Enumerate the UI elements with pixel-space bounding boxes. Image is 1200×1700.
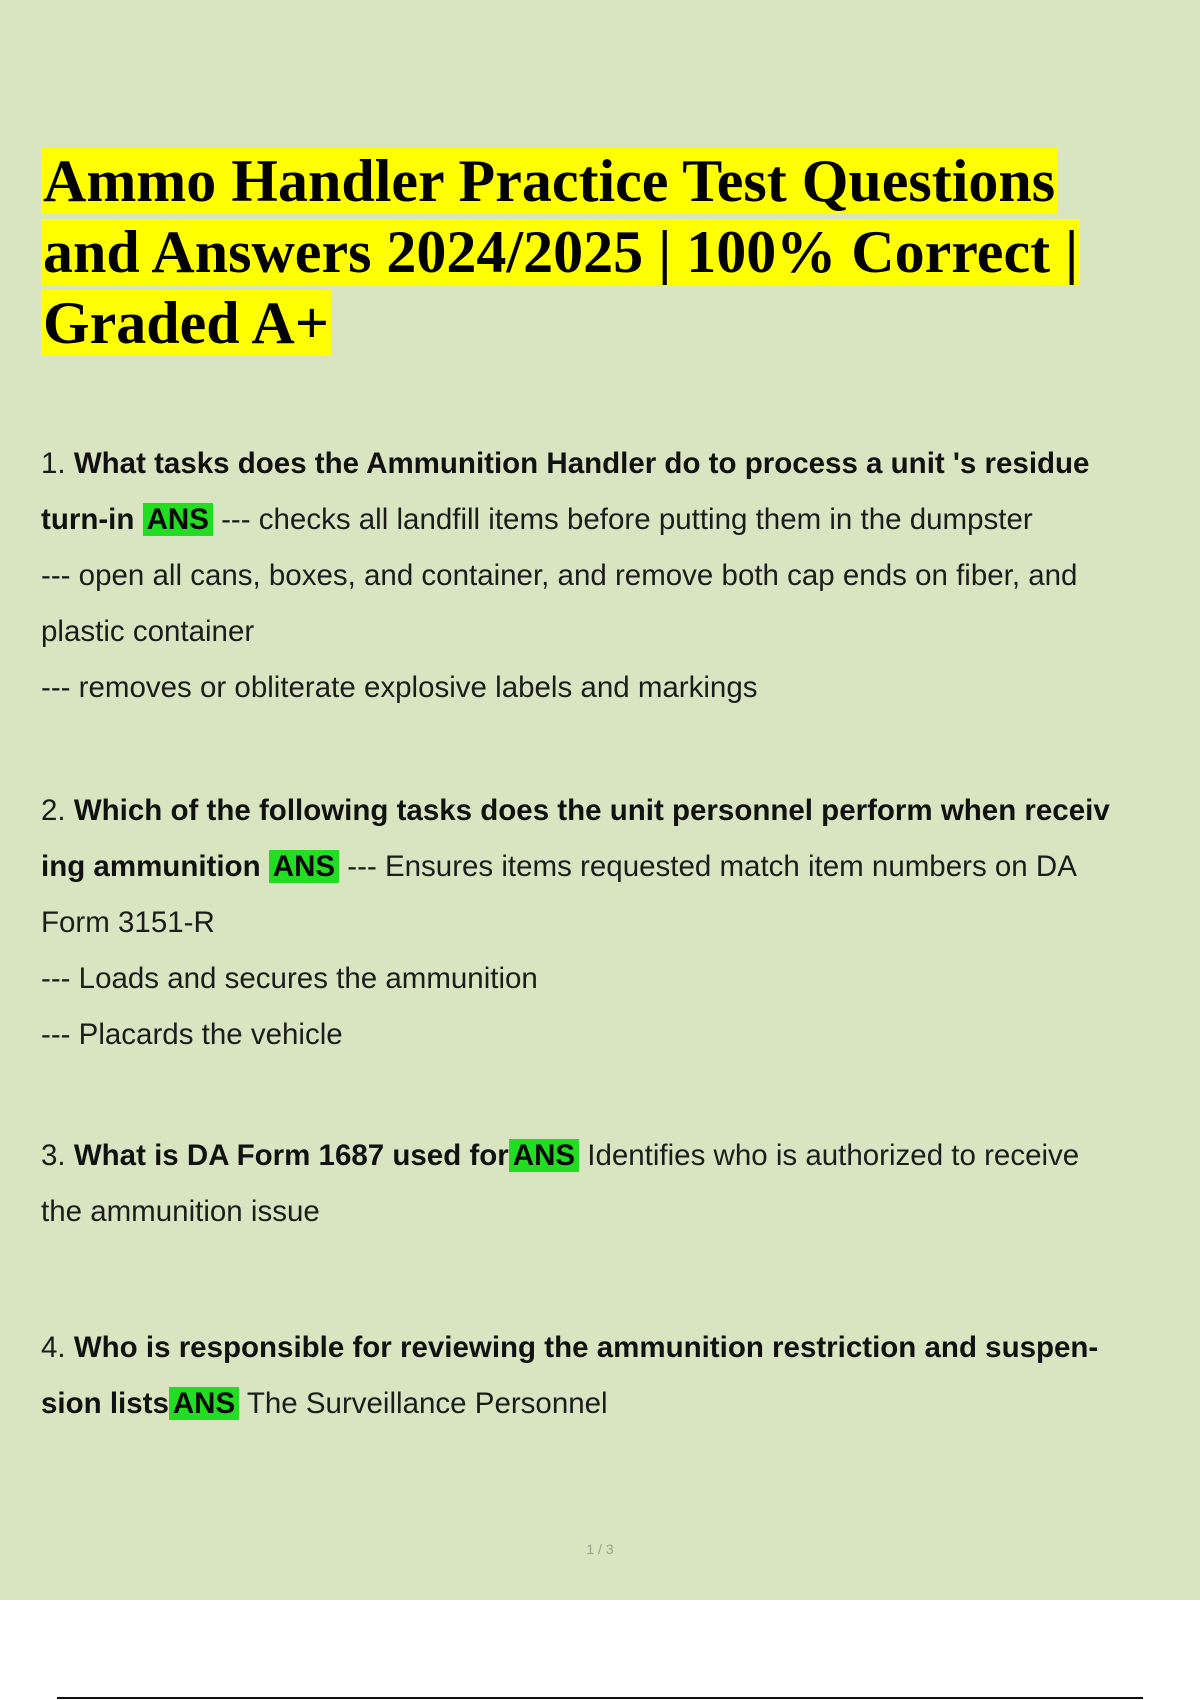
answer-1-marker: ANS [143,503,213,536]
answer-2-line-4: --- Placards the vehicle [41,1018,343,1051]
question-2-text-part-1: Which of the following tasks does the unit personnel perform when receiv [73,794,1110,827]
question-3-text: What is DA Form 1687 used for [73,1139,509,1172]
question-3-number: 3. [41,1139,66,1172]
question-4-line-2 [41,1376,1200,1432]
question-1-line-2 [41,492,1200,548]
question-1-text-part-2: turn-in [41,503,135,536]
page-number: 1 / 3 [586,1541,614,1557]
answer-1-line-4: --- removes or obliterate explosive labels and markings [41,671,758,704]
question-1-text-part-1: What tasks does the Ammunition Handler do to process a unit 's residue [73,447,1090,480]
title-line-2: and Answers 2024/2025 | 100% Correct | [43,219,1079,285]
answer-3-line-2: the ammunition issue [41,1195,320,1228]
question-1-number: 1. [41,447,66,480]
answer-1-line-2: --- open all cans, boxes, and container, and remove both cap ends on fiber, and [41,559,1078,592]
question-4-text-part-1: Who is responsible for reviewing the ammunition restriction and suspen- [73,1331,1099,1364]
question-4-line-1 [41,1320,1200,1376]
answer-2-line-3: --- Loads and secures the ammunition [41,962,538,995]
answer-3-marker: ANS [509,1139,579,1172]
question-1-line-1 [41,436,1200,492]
answer-4-marker: ANS [169,1387,239,1420]
answer-2-marker: ANS [269,850,339,883]
question-1 [41,436,1200,716]
question-2-line-2 [41,839,1200,895]
question-2-line-1 [41,783,1200,839]
question-2 [41,783,1200,1063]
answer-4-line-1: The Surveillance Personnel [246,1387,608,1420]
title-line-1: Ammo Handler Practice Test Questions [43,148,1056,214]
question-2-number: 2. [41,794,66,827]
title-line-3: Graded A+ [43,290,329,356]
answer-3-line-1: Identifies who is authorized to receive [587,1139,1080,1172]
answer-2-line-1: --- Ensures items requested match item numbers on DA [347,850,1077,883]
question-3 [41,1128,1200,1240]
bottom-divider [57,1697,1143,1699]
question-4-text-part-2: sion lists [41,1387,169,1420]
question-2-text-part-2: ing ammunition [41,850,261,883]
answer-1-line-3: plastic container [41,615,255,648]
answer-2-line-2: Form 3151-R [41,906,215,939]
answer-1-line-1: --- checks all landfill items before putting them in the dumpster [221,503,1033,536]
question-4 [41,1320,1200,1432]
question-3-line-1 [41,1128,1200,1184]
question-4-number: 4. [41,1331,66,1364]
document-title [41,146,1171,359]
